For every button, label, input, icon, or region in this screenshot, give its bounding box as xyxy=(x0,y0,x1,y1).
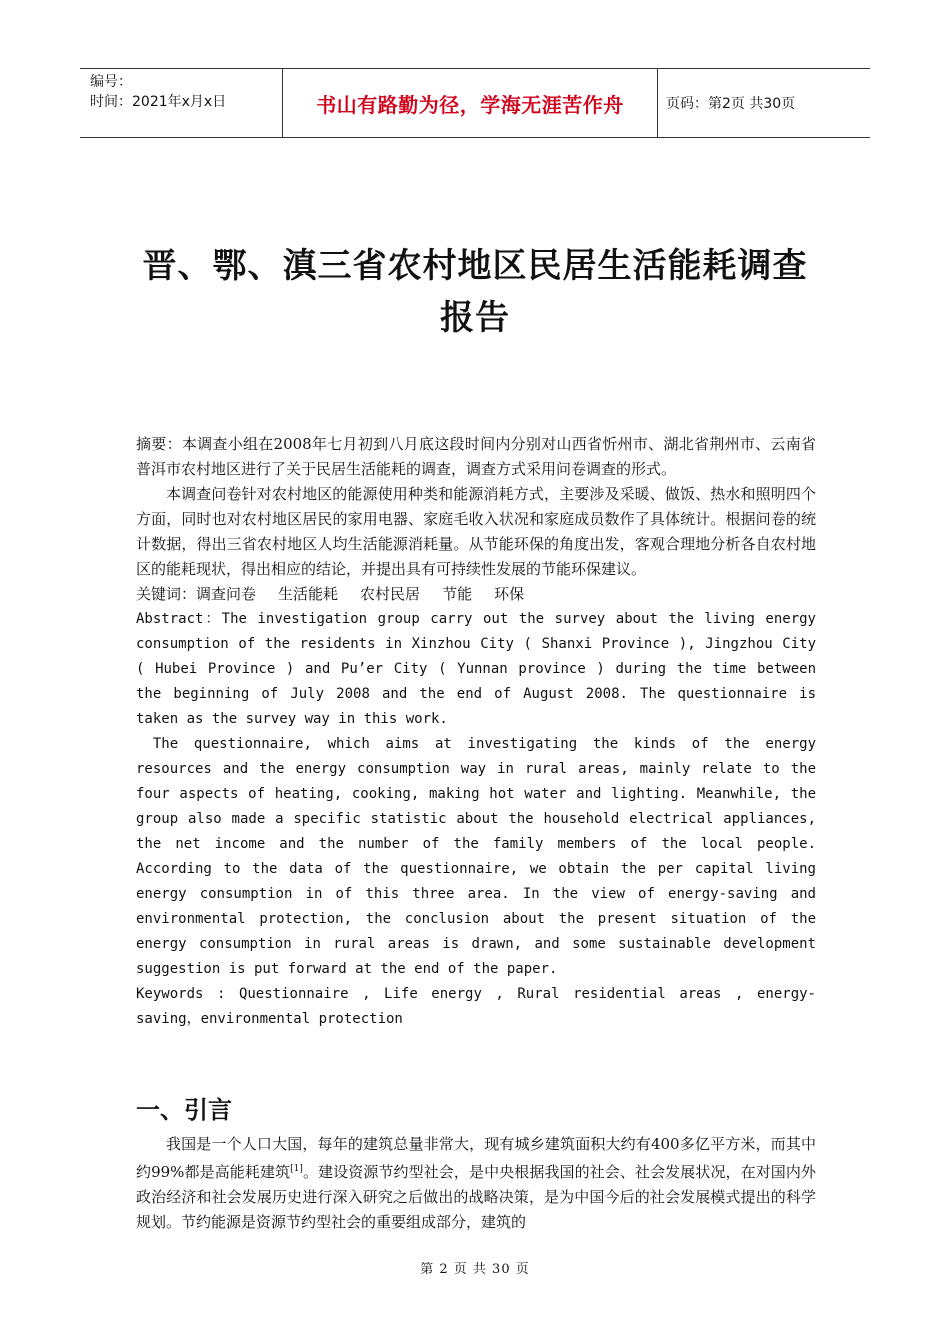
abstract-cn-paragraph-1: 摘要：本调查小组在2008年七月初到八月底这段时间内分别对山西省忻州市、湖北省荆州市、云南省普洱市农村地区进行了关于民居生活能耗的调查，调查方式采用问卷调查的形式。 xyxy=(136,435,816,478)
page-header xyxy=(80,68,870,138)
header-meta xyxy=(80,69,282,137)
keyword-item: 调查问卷 xyxy=(196,585,257,603)
keywords-en: Keywords : Questionnaire , Life energy , Rural residential areas , energy-saving，environmental protection xyxy=(136,986,816,1027)
header-motto: 书山有路勤为径，学海无涯苦作舟 xyxy=(282,69,658,137)
introduction-block xyxy=(136,1132,816,1235)
keyword-item: 农村民居 xyxy=(360,585,421,603)
intro-text-part-2: 。建设资源节约型社会，是中央根据我国的社会、社会发展状况，在对国内外政治经济和社会发展历史进行深入研究之后做出的战略决策，是为中国今后的社会发展模式提出的科学规划。节约能源是资源节约型社会的重要组成部分，建筑的 xyxy=(136,1163,816,1231)
number-label: 编号： xyxy=(90,74,132,90)
date-label: 时间：2021年x月x日 xyxy=(90,94,227,110)
abstract-block xyxy=(136,432,816,1032)
abstract-en-paragraph-1: Abstract：The investigation group carry out the survey about the living energy consumption of the residents in Xinzhou City ( Shanxi Province ), Jingzhou City ( Hubei Province ) and Pu’er City ( Yunnan province ) during the time between the beginning of July 2008 and the end of August 2008. The questionnaire is taken as the survey way in this work. xyxy=(136,611,816,727)
reference-marker[interactable]: [1] xyxy=(290,1164,303,1174)
section-heading-introduction: 一、引言 xyxy=(136,1096,232,1124)
title-line-2: 报告 xyxy=(440,298,510,338)
abstract-en-paragraph-2: The questionnaire, which aims at investigating the kinds of the energy resources and the energy consumption way in rural areas, mainly relate to the four aspects of heating, cooking, making hot water and lighting. Meanwhile, the group also made a specific statistic about the household electrical appliances, the net income and the number of the family members of the local people. According to the data of the questionnaire, we obtain the per capital living energy consumption in of this three area. In the view of energy-saving and environmental protection, the conclusion about the present situation of the energy consumption in rural areas is drawn, and some sustainable development suggestion is put forward at the end of the paper. xyxy=(136,736,816,977)
abstract-cn-paragraph-2: 本调查问卷针对农村地区的能源使用种类和能源消耗方式，主要涉及采暖、做饭、热水和照明四个方面，同时也对农村地区居民的家用电器、家庭毛收入状况和家庭成员数作了具体统计。根据问卷的统计数据，得出三省农村地区人均生活能源消耗量。从节能环保的角度出发，客观合理地分析各自农村地区的能耗现状，得出相应的结论，并提出具有可持续性发展的节能环保建议。 xyxy=(136,485,816,578)
keyword-item: 环保 xyxy=(494,585,525,603)
document-title xyxy=(100,240,850,344)
keywords-cn xyxy=(136,582,816,607)
keywords-cn-label: 关键词： xyxy=(136,585,197,603)
keyword-item: 生活能耗 xyxy=(278,585,339,603)
intro-text-part-1: 我国是一个人口大国，每年的建筑总量非常大，现有城乡建筑面积大约有400多亿平方米，而其中约99%都是高能耗建筑 xyxy=(136,1135,816,1181)
header-page-info: 页码：第2页 共30页 xyxy=(666,96,796,112)
title-line-1: 晋、鄂、滇三省农村地区民居生活能耗调查 xyxy=(142,246,808,286)
keyword-item: 节能 xyxy=(442,585,473,603)
page-footer: 第 2 页 共 30 页 xyxy=(420,1262,530,1277)
introduction-paragraph xyxy=(136,1132,816,1235)
